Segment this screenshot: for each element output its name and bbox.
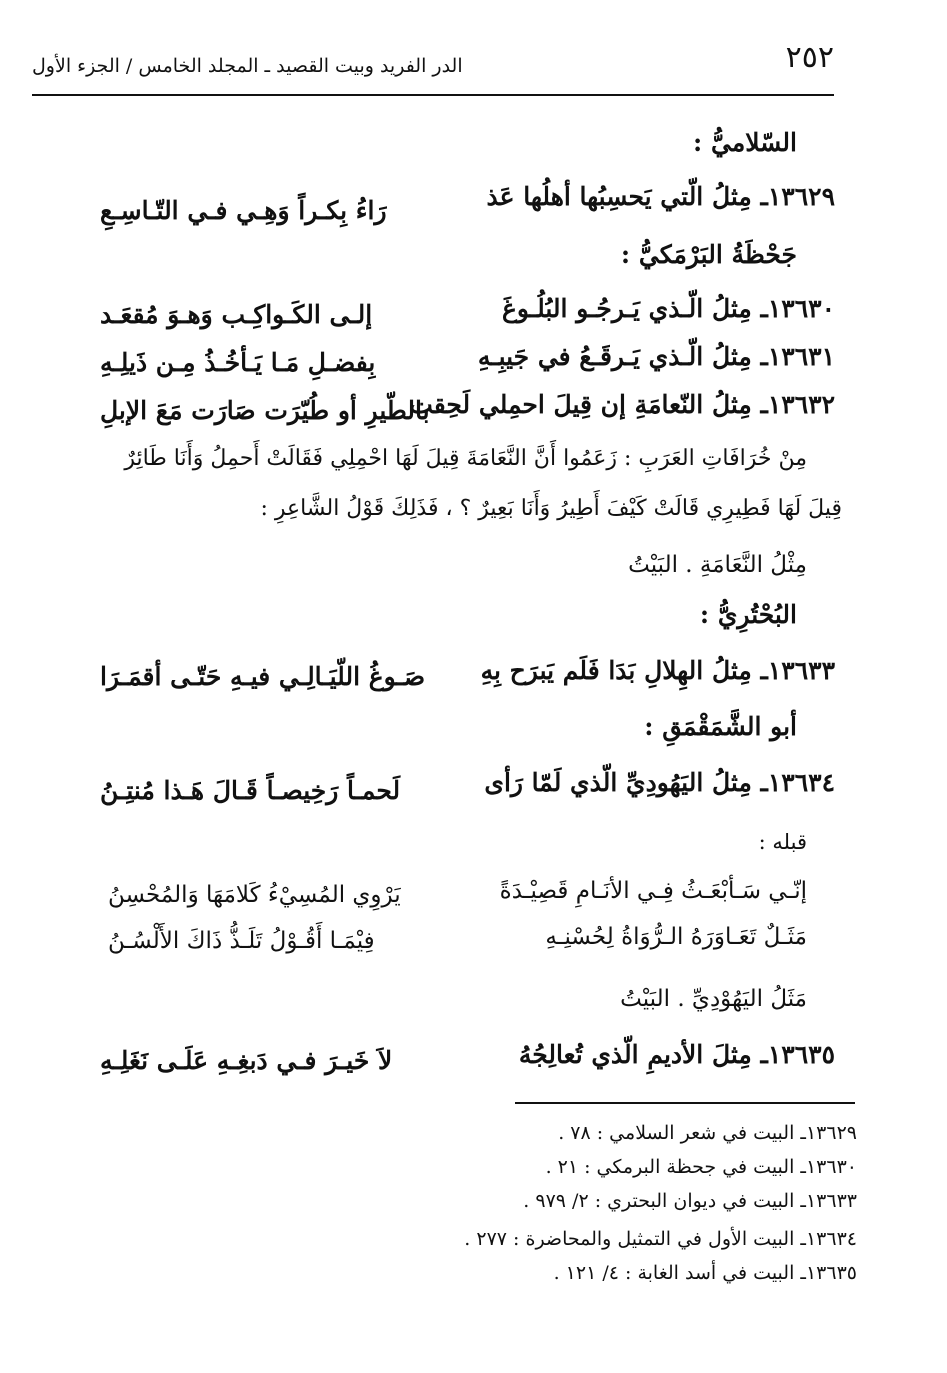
page-header	[32, 40, 834, 96]
poet-name: البُحْتُرِيُّ :	[699, 600, 797, 629]
verse-first-hemistich: ١٣٦٣٠ـ مِثلُ الّـذي يَـرجُـو البُلُـوغَ	[501, 294, 835, 323]
poem-first-hemistich: مَثَـلٌ تَعَـاوَرَهُ الـرُّوَاةُ لِحُسْنِـهِ	[545, 924, 807, 950]
footnote: ١٣٦٣٣ـ البيت في ديوان البحتري : ٢/ ٩٧٩ .	[523, 1190, 857, 1212]
page-number: ٢٥٢	[785, 40, 834, 75]
verse-second-hemistich: بِفضـلِ مَـا يَـأخُـذُ مِـن ذَيلِـهِ	[100, 348, 376, 377]
poet-name: جَحْظَةُ البَرْمَكيُّ :	[620, 240, 797, 269]
footnote: ١٣٦٣٠ـ البيت في جحظة البرمكي : ٢١ .	[545, 1156, 857, 1178]
footnote-separator	[515, 1102, 855, 1104]
verse-second-hemistich: رَاءُ بِكـراً وَهِـي فـي التّـاسِـعِ	[100, 196, 387, 225]
commentary-line: مِنْ خُرَافَاتِ العَرَبِ : زَعَمُوا أَنَّ النَّعَامَةَ قِيلَ لَهَا احْمِلِي فَقَالَتْ أَحمِلُ وَأَنَا طَائِرٌ	[124, 446, 807, 471]
verse-second-hemistich: صَـوغُ اللّيَـالِـي فيـهِ حَتّـى أقمَـرَا	[100, 662, 426, 691]
poem-second-hemistich: يَرْوِي المُسِيْءُ كَلامَهَا وَالمُحْسِنُ	[108, 882, 401, 908]
footnote: ١٣٦٣٤ـ البيت الأول في التمثيل والمحاضرة : ٢٧٧ .	[464, 1228, 857, 1250]
verse-quote: مَثَلُ اليَهُوْدِيِّ . البَيْتُ	[620, 986, 807, 1012]
verse-first-hemistich: ١٣٦٣٤ـ مِثلُ اليَهُودِيِّ الّذي لَمّا رَأى	[484, 768, 835, 797]
verse-second-hemistich: لَحمـاً رَخِيصـاً قَـالَ هَـذا مُنتِـنُ	[100, 776, 401, 805]
footnote: ١٣٦٣٥ـ البيت في أسد الغابة : ٤/ ١٢١ .	[553, 1262, 857, 1284]
poem-second-hemistich: فِيْمَـا أَقُـوْلُ تَلَـذُّ ذَاكَ الأَلْسُـنُ	[108, 928, 375, 954]
verse-second-hemistich: بالطّيرِ أو طُيّرَت صَارَت مَعَ الإبلِ	[100, 396, 430, 425]
poet-name: أبو الشَّمَقْمَقِ :	[644, 712, 797, 741]
poem-first-hemistich: إنّـي سَـأبْعَـثُ فِـي الأنَـامِ قَصِيْـدَةً	[499, 878, 807, 904]
poet-name: السّلاميُّ :	[693, 128, 797, 157]
verse-second-hemistich: إلـى الكَـواكِـب وَهـوَ مُقعَـد	[100, 300, 373, 329]
running-title: الدر الفريد وبيت القصيد ـ المجلد الخامس / الجزء الأول	[32, 55, 463, 77]
verse-first-hemistich: ١٣٦٢٩ـ مِثلُ الّتي يَحسِبُها أهلُها عَذ	[486, 182, 835, 211]
verse-first-hemistich: ١٣٦٣١ـ مِثلُ الّـذي يَـرقَـعُ في جَيبِـهِ	[477, 342, 835, 371]
commentary-line: قِيلَ لَهَا فَطِيرِي قَالَتْ كَيْفَ أَطِيرُ وَأَنَا بَعِيرٌ ؟ ، فَذَلِكَ قَوْلُ الشَّاعِرِ :	[260, 496, 842, 521]
verse-second-hemistich: لاَ خَيـرَ فـي دَبغِـهِ عَلَـى نَغَلِـهِ	[100, 1046, 393, 1075]
verse-first-hemistich: ١٣٦٣٣ـ مِثلُ الهِلالِ بَدَا فَلَم يَبرَح بِهِ	[480, 656, 835, 685]
footnote: ١٣٦٢٩ـ البيت في شعر السلامي : ٧٨ .	[558, 1122, 857, 1144]
verse-first-hemistich: ١٣٦٣٢ـ مِثلُ النّعامَةِ إن قِيلَ احمِلي لَحِقت	[409, 390, 835, 419]
verse-first-hemistich: ١٣٦٣٥ـ مِثلَ الأديمِ الّذي تُعالِجُهُ	[518, 1040, 835, 1069]
before-label: قبله :	[758, 830, 807, 854]
verse-quote: مِثْلُ النَّعَامَةِ . البَيْتُ	[628, 552, 807, 578]
